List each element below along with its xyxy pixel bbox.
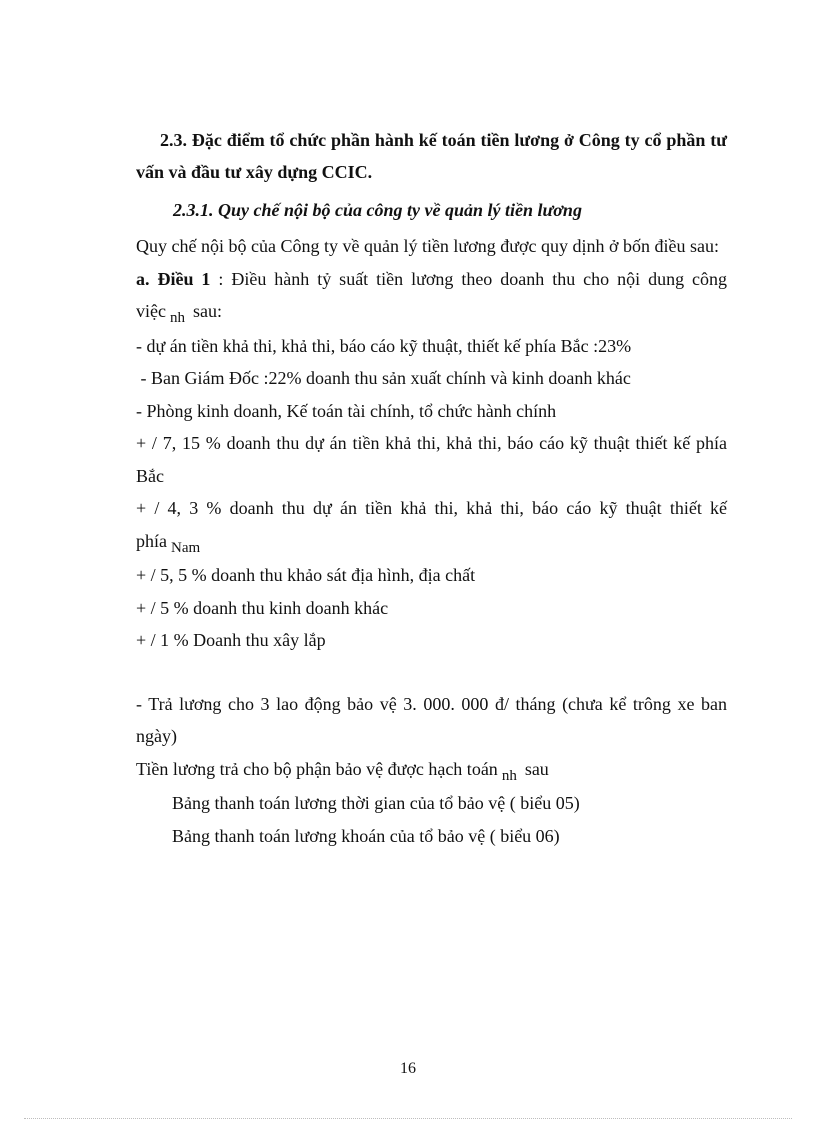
list-item-text-end: sau (524, 758, 549, 779)
list-item: - dự án tiền khả thi, khả thi, báo cáo kỹ thuật, thiết kế phía Bắc :23% (136, 335, 632, 356)
subsection-heading: 2.3.1. Quy chế nội bộ của công ty về quản lý tiền lương (173, 200, 582, 220)
article-1-paragraph (136, 263, 727, 330)
article-1-subscript: nh (169, 310, 185, 326)
list-item: - Ban Giám Đốc :22% doanh thu sản xuất chính và kinh doanh khác (136, 368, 631, 388)
list-item: Bảng thanh toán lương khoán của tổ bảo vệ ( biểu 06) (172, 825, 560, 846)
list-item: - Phòng kinh doanh, Kế toán tài chính, tổ chức hành chính (136, 400, 557, 421)
list-item: Bảng thanh toán lương thời gian của tổ bảo vệ ( biểu 05) (172, 793, 580, 813)
list-item: + / 1 % Doanh thu xây lắp (136, 630, 326, 650)
list-item: + / 7, 15 % doanh thu dự án tiền khả thi, khả thi, báo cáo kỹ thuật thiết kế phía Bắc (136, 433, 727, 486)
article-1-text: : Điều hành tỷ suất tiền lương theo doanh thu cho nội dung công việc (136, 268, 728, 321)
page-bottom-divider (24, 1118, 792, 1119)
intro-paragraph: Quy chế nội bộ của Công ty về quản lý tiền lương được quy dịnh ở bốn điều sau: (136, 236, 719, 256)
page-number: 16 (400, 1060, 416, 1077)
article-1-text-end: sau: (192, 301, 222, 321)
list-item-subscript: nh (501, 767, 517, 784)
list-item-text: Tiền lương trả cho bộ phận bảo vệ được hạch toán (136, 758, 498, 779)
list-item-text: + / 4, 3 % doanh thu dự án tiền khả thi, khả thi, báo cáo kỹ thuật thiết kế phía (136, 498, 727, 551)
list-item: + / 5, 5 % doanh thu khảo sát địa hình, địa chất (136, 565, 476, 585)
list-item (136, 753, 727, 788)
list-item: + / 5 % doanh thu kinh doanh khác (136, 597, 389, 618)
list-item: - Trả lương cho 3 lao động bảo vệ 3. 000. 000 đ/ tháng (chưa kể trông xe ban ngày) (136, 693, 727, 746)
list-item-subscript: Nam (171, 539, 201, 556)
section-heading: 2.3. Đặc điểm tổ chức phần hành kế toán tiền lương ở Công ty cổ phần tư vấn và đầu tư xây dựng CCIC. (136, 130, 727, 182)
paragraph-gap (136, 657, 727, 688)
article-1-label: a. Điều 1 (136, 268, 211, 289)
list-item (136, 492, 727, 559)
page-content (136, 124, 727, 852)
